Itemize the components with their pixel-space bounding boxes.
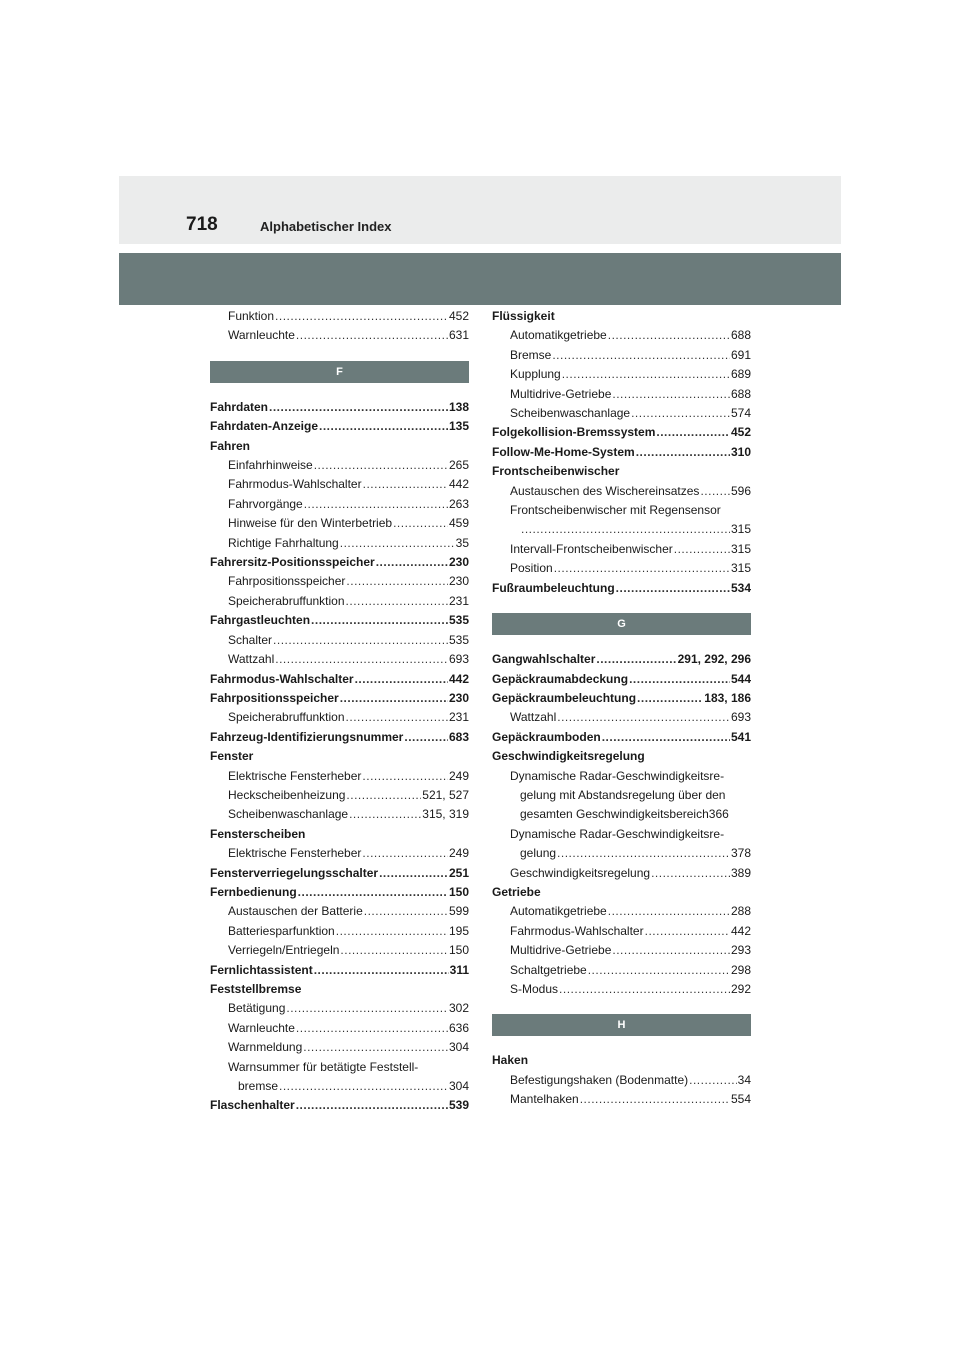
index-subentry-label: Frontscheibenwischer mit Regensensor	[510, 503, 721, 518]
entry-label: Warnleuchte	[228, 328, 295, 343]
dot-leader	[562, 365, 730, 384]
entry-label: Befestigungshaken (Bodenmatte)	[510, 1072, 689, 1087]
index-entry	[492, 423, 751, 442]
entry-label: Fahrmodus-Wahlschalter	[210, 671, 354, 686]
index-subentry	[210, 786, 469, 805]
dot-leader	[700, 482, 730, 501]
dot-leader	[608, 326, 730, 345]
page-reference: 292	[730, 982, 751, 996]
dot-leader	[346, 592, 448, 611]
index-subentry	[210, 631, 469, 650]
index-subentry	[492, 708, 751, 727]
page-reference: 150	[448, 884, 469, 899]
index-subentry-label: Dynamische Radar-Geschwindigkeitsre-	[510, 768, 725, 783]
entry-label: Gepäckraumboden	[492, 729, 601, 744]
index-subentry-continuation: gelung mit Abstandsregelung über den	[520, 787, 726, 802]
index-subentry	[210, 767, 469, 786]
page-reference: 442	[730, 923, 751, 938]
entry-label: bremse	[238, 1079, 279, 1094]
dot-leader	[629, 670, 730, 689]
entry-label: Fußraumbeleuchtung	[492, 580, 615, 595]
section-letter-bar: F	[210, 361, 469, 383]
index-subentry-continuation: gesamten Geschwindigkeitsbereich366	[520, 807, 729, 822]
entry-label: Warnmeldung	[228, 1040, 303, 1055]
index-subentry	[210, 326, 469, 345]
entry-label: Fernbedienung	[210, 884, 297, 899]
entry-label: Fahrdaten-Anzeige	[210, 419, 319, 434]
dot-leader	[362, 844, 448, 863]
page-reference: 459	[448, 516, 469, 531]
entry-label: Fahrpositionsspeicher	[228, 574, 346, 589]
index-column-left	[210, 307, 469, 1116]
index-entry	[210, 553, 469, 572]
index-subentry	[210, 1019, 469, 1038]
index-subentry	[210, 999, 469, 1018]
index-subentry	[492, 941, 751, 960]
page-reference: 288	[730, 904, 751, 919]
index-entry	[492, 579, 751, 598]
index-subentry	[210, 902, 469, 921]
dot-leader	[319, 417, 448, 436]
page-reference: 138	[448, 399, 469, 414]
index-subentry	[210, 650, 469, 669]
dot-leader	[346, 786, 421, 805]
entry-label: Automatikgetriebe	[510, 904, 607, 919]
page-reference: 230	[448, 690, 469, 705]
index-entry	[210, 883, 469, 902]
dot-leader	[362, 767, 448, 786]
page-reference: 249	[448, 768, 469, 783]
dot-leader	[580, 1090, 730, 1109]
index-subentry	[492, 385, 751, 404]
index-heading: Haken	[492, 1053, 529, 1068]
index-subentry	[492, 365, 751, 384]
entry-label: Geschwindigkeitsregelung	[510, 865, 651, 880]
page-reference: 183, 186	[704, 690, 751, 705]
section-letter-bar: H	[492, 1014, 751, 1036]
entry-label: Richtige Fahrhaltung	[228, 535, 339, 550]
index-column-right	[492, 307, 751, 1110]
index-heading: Getriebe	[492, 884, 541, 899]
page-reference: 135	[448, 419, 469, 434]
header-band	[119, 176, 841, 244]
dot-leader	[273, 631, 448, 650]
index-entry	[210, 611, 469, 630]
index-subentry	[492, 961, 751, 980]
index-subentry	[210, 708, 469, 727]
dot-leader	[340, 689, 448, 708]
page-reference: 574	[730, 406, 751, 421]
page-reference: 452	[730, 425, 751, 440]
dot-leader	[311, 611, 448, 630]
dot-leader	[340, 941, 448, 960]
entry-label: Position	[510, 561, 553, 576]
entry-label: Kupplung	[510, 367, 561, 382]
entry-label: Flaschenhalter	[210, 1098, 295, 1113]
entry-label: Speicherabruffunktion	[228, 710, 345, 725]
index-heading: Frontscheibenwischer	[492, 464, 620, 479]
index-entry	[210, 728, 469, 747]
page-reference: 34	[737, 1072, 751, 1087]
index-subentry	[492, 922, 751, 941]
index-subentry	[210, 475, 469, 494]
index-subentry	[492, 404, 751, 423]
index-entry	[210, 864, 469, 883]
page-reference: 195	[448, 923, 469, 938]
dot-leader	[651, 864, 730, 883]
dot-leader	[279, 1077, 448, 1096]
page-reference: 636	[448, 1020, 469, 1035]
index-subentry-label: Dynamische Radar-Geschwindigkeitsre-	[510, 826, 725, 841]
entry-label: Betätigung	[228, 1001, 286, 1016]
index-subentry	[210, 922, 469, 941]
index-subentry	[492, 1090, 751, 1109]
page-reference: 315	[730, 561, 751, 576]
dot-leader	[637, 689, 703, 708]
index-subentry	[210, 941, 469, 960]
page-reference: 689	[730, 367, 751, 382]
page-reference: 378	[730, 846, 751, 861]
page-reference: 535	[448, 613, 469, 628]
index-subentry	[210, 1077, 469, 1096]
entry-label: S-Modus	[510, 982, 559, 996]
page-reference: 263	[448, 496, 469, 511]
dot-leader	[557, 844, 730, 863]
page-reference: 442	[448, 477, 469, 492]
entry-label: Wattzahl	[510, 710, 557, 725]
page-reference: 311	[449, 962, 469, 977]
page-reference: 534	[730, 580, 751, 595]
dot-leader	[298, 883, 448, 902]
entry-label: Warnleuchte	[228, 1020, 295, 1035]
index-subentry	[492, 346, 751, 365]
dot-leader	[588, 961, 730, 980]
entry-label: Austauschen der Batterie	[228, 904, 363, 919]
dot-leader	[616, 579, 730, 598]
index-subentry	[492, 980, 751, 999]
page-reference: 304	[448, 1040, 469, 1055]
index-subentry	[492, 844, 751, 863]
page-reference: 688	[730, 386, 751, 401]
dot-leader	[275, 650, 448, 669]
entry-label: Automatikgetriebe	[510, 328, 607, 343]
page-reference: 544	[730, 671, 751, 686]
dot-leader	[364, 902, 448, 921]
index-entry	[210, 417, 469, 436]
page-reference: 231	[448, 710, 469, 725]
index-subentry	[492, 482, 751, 501]
dot-leader	[379, 864, 448, 883]
page-number: 718	[186, 214, 218, 235]
entry-label: Hinweise für den Winterbetrieb	[228, 516, 393, 531]
page-reference: 35	[455, 535, 469, 550]
dot-leader	[336, 922, 448, 941]
dot-leader	[346, 708, 448, 727]
index-entry	[492, 670, 751, 689]
entry-label: Austauschen des Wischereinsatzes	[510, 483, 700, 498]
header-dark-band	[119, 253, 841, 305]
page-reference: 315	[730, 522, 751, 537]
index-entry	[210, 398, 469, 417]
entry-label: Wattzahl	[228, 652, 275, 667]
entry-label: Fahrmodus-Wahlschalter	[510, 923, 644, 938]
index-subentry	[210, 844, 469, 863]
index-heading: Feststellbremse	[210, 982, 302, 996]
dot-leader	[269, 398, 448, 417]
page-reference: 298	[730, 962, 751, 977]
index-entry	[492, 689, 751, 708]
entry-label: Heckscheibenheizung	[228, 787, 346, 802]
page-reference: 304	[448, 1079, 469, 1094]
index-entry	[492, 443, 751, 462]
dot-leader	[275, 307, 448, 326]
dot-leader	[296, 1019, 448, 1038]
dot-leader	[296, 1096, 448, 1115]
entry-label: Funktion	[228, 309, 275, 323]
page-reference: 231	[448, 593, 469, 608]
index-subentry	[210, 514, 469, 533]
dot-leader	[349, 805, 421, 824]
index-entry	[492, 650, 751, 669]
entry-label: Multidrive-Getriebe	[510, 386, 612, 401]
dot-leader	[645, 922, 730, 941]
index-subentry	[210, 592, 469, 611]
dot-leader	[363, 475, 448, 494]
dot-leader	[355, 670, 448, 689]
page-reference: 596	[730, 483, 751, 498]
page-reference: 315, 319	[422, 807, 469, 822]
index-heading: Fensterscheiben	[210, 826, 306, 841]
dot-leader	[376, 553, 448, 572]
entry-label: Fahrmodus-Wahlschalter	[228, 477, 362, 492]
entry-label: Gepäckraumabdeckung	[492, 671, 629, 686]
entry-label: Schaltgetriebe	[510, 962, 587, 977]
dot-leader	[557, 708, 730, 727]
dot-leader	[689, 1071, 737, 1090]
entry-label: Multidrive-Getriebe	[510, 943, 612, 958]
page-reference: 310	[730, 444, 751, 459]
index-subentry	[210, 1038, 469, 1057]
page-reference: 539	[448, 1098, 469, 1113]
entry-label: Fahrzeug-Identifizierungsnummer	[210, 729, 404, 744]
entry-label: Intervall-Frontscheibenwischer	[510, 541, 673, 556]
entry-label: gelung	[520, 846, 557, 861]
page-reference: 230	[448, 555, 469, 570]
entry-label: Speicherabruffunktion	[228, 593, 345, 608]
index-entry	[210, 1096, 469, 1115]
index-heading: Fenster	[210, 749, 254, 764]
index-subentry-label: Warnsummer für betätigte Feststell-	[228, 1059, 419, 1074]
dot-leader	[303, 1038, 448, 1057]
dot-leader	[612, 385, 730, 404]
page-reference: 249	[448, 846, 469, 861]
page-reference: 302	[448, 1001, 469, 1016]
index-subentry	[492, 520, 751, 539]
page-reference: 691	[730, 347, 751, 362]
dot-leader	[346, 572, 448, 591]
page-reference: 251	[448, 865, 469, 880]
page-reference: 683	[448, 729, 469, 744]
dot-leader	[552, 346, 730, 365]
dot-leader	[656, 423, 730, 442]
page-reference: 535	[448, 632, 469, 647]
page-reference: 452	[448, 309, 469, 323]
page-reference: 291, 292, 296	[677, 652, 751, 667]
entry-label: Einfahrhinweise	[228, 458, 313, 473]
index-entry	[210, 689, 469, 708]
dot-leader	[674, 540, 730, 559]
entry-label: Fahrdaten	[210, 399, 269, 414]
dot-leader	[340, 534, 455, 553]
section-letter-bar: G	[492, 613, 751, 635]
index-subentry	[210, 495, 469, 514]
dot-leader	[559, 980, 730, 999]
dot-leader	[304, 495, 448, 514]
entry-label: Fahrgastleuchten	[210, 613, 311, 628]
index-subentry	[210, 307, 469, 326]
page-reference: 693	[730, 710, 751, 725]
page-reference: 150	[448, 943, 469, 958]
entry-label: Follow-Me-Home-System	[492, 444, 635, 459]
dot-leader	[608, 902, 730, 921]
entry-label: Elektrische Fensterheber	[228, 846, 362, 861]
index-heading: Fahren	[210, 438, 251, 453]
index-entry	[210, 670, 469, 689]
entry-label: Scheibenwaschanlage	[228, 807, 349, 822]
page-reference: 442	[448, 671, 469, 686]
index-subentry	[210, 456, 469, 475]
dot-leader	[314, 456, 448, 475]
entry-label: Fahrvorgänge	[228, 496, 303, 511]
entry-label: Fahrersitz-Positionsspeicher	[210, 555, 375, 570]
entry-label: Elektrische Fensterheber	[228, 768, 362, 783]
entry-label: Fensterverriegelungsschalter	[210, 865, 379, 880]
index-entry	[210, 961, 469, 980]
page-reference: 631	[448, 328, 469, 343]
index-subentry	[210, 534, 469, 553]
page-reference: 521, 527	[422, 787, 469, 802]
page-reference: 688	[730, 328, 751, 343]
index-heading: Flüssigkeit	[492, 309, 555, 323]
entry-label: Mantelhaken	[510, 1092, 579, 1107]
page-reference: 265	[448, 458, 469, 473]
dot-leader	[393, 514, 448, 533]
page-reference: 541	[730, 729, 751, 744]
entry-label: Batteriesparfunktion	[228, 923, 335, 938]
index-subentry	[492, 326, 751, 345]
entry-label: Gangwahlschalter	[492, 652, 596, 667]
dot-leader	[602, 728, 730, 747]
entry-label: Scheibenwaschanlage	[510, 406, 631, 421]
dot-leader	[631, 404, 730, 423]
page-reference: 315	[730, 541, 751, 556]
index-subentry	[210, 572, 469, 591]
entry-label: Bremse	[510, 347, 552, 362]
entry-label: Fahrpositionsspeicher	[210, 690, 339, 705]
dot-leader	[612, 941, 730, 960]
entry-label: Schalter	[228, 632, 273, 647]
index-heading: Geschwindigkeitsregelung	[492, 749, 645, 764]
entry-label: Verriegeln/Entriegeln	[228, 943, 340, 958]
index-subentry	[492, 864, 751, 883]
index-entry	[492, 728, 751, 747]
page-reference: 230	[448, 574, 469, 589]
page-reference: 599	[448, 904, 469, 919]
page-reference: 293	[730, 943, 751, 958]
dot-leader	[596, 650, 676, 669]
index-subentry	[492, 559, 751, 578]
index-subentry	[492, 1071, 751, 1090]
index-subentry	[492, 902, 751, 921]
dot-leader	[296, 326, 448, 345]
dot-leader	[404, 728, 448, 747]
page-reference: 693	[448, 652, 469, 667]
dot-leader	[286, 999, 448, 1018]
dot-leader	[554, 559, 730, 578]
header-title: Alphabetischer Index	[260, 219, 392, 234]
page-reference: 389	[730, 865, 751, 880]
entry-label: Fernlichtassistent	[210, 962, 313, 977]
dot-leader	[314, 961, 449, 980]
index-subentry	[210, 805, 469, 824]
index-subentry	[492, 540, 751, 559]
dot-leader	[521, 520, 730, 539]
page-reference: 554	[730, 1092, 751, 1107]
dot-leader	[636, 443, 730, 462]
entry-label: Folgekollision-Bremssystem	[492, 425, 656, 440]
entry-label: Gepäckraumbeleuchtung	[492, 690, 637, 705]
